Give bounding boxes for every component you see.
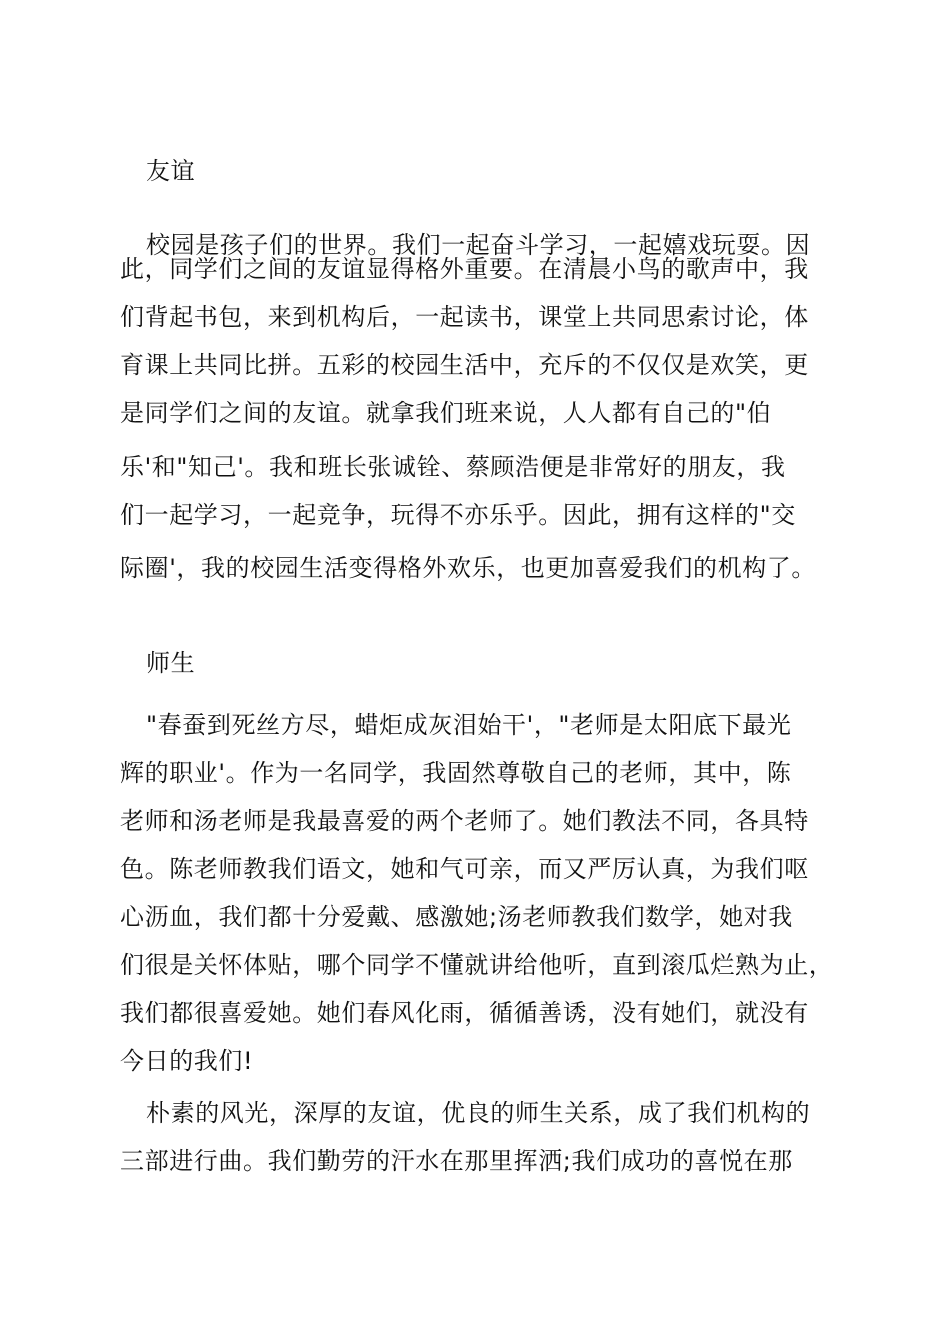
paragraph-line: 们很是关怀体贴，哪个同学不懂就讲给他听，直到滚瓜烂熟为止，	[120, 951, 834, 979]
paragraph-line: 是同学们之间的友谊。就拿我们班来说，人人都有自己的"伯	[120, 399, 772, 427]
paragraph-line: 们背起书包，来到机构后，一起读书，课堂上共同思索讨论，体	[120, 303, 809, 331]
paragraph-line: 心沥血，我们都十分爱戴、感激她;汤老师教我们数学，她对我	[120, 903, 793, 931]
paragraph-line: 们一起学习，一起竞争，玩得不亦乐乎。因此，拥有这样的"交	[120, 501, 796, 529]
paragraph-line: 此，同学们之间的友谊显得格外重要。在清晨小鸟的歌声中，我	[120, 255, 809, 283]
paragraph-line: 今日的我们!	[120, 1047, 254, 1075]
paragraph-line: 我们都很喜爱她。她们春风化雨，循循善诱，没有她们，就没有	[120, 999, 809, 1027]
section-title-teacher-student: 师生	[146, 649, 196, 677]
paragraph-line: 辉的职业'。作为一名同学，我固然尊敬自己的老师，其中，陈	[120, 759, 792, 787]
paragraph-line: 育课上共同比拼。五彩的校园生活中，充斥的不仅仅是欢笑，更	[120, 351, 809, 379]
paragraph-line: 色。陈老师教我们语文，她和气可亲，而又严厉认真，为我们呕	[120, 855, 809, 883]
paragraph-line: 际圈'，我的校园生活变得格外欢乐，也更加喜爱我们的机构了。	[120, 554, 816, 582]
paragraph-line: 校园是孩子们的世界。我们一起奋斗学习，一起嬉戏玩耍。因	[146, 231, 811, 259]
paragraph-line: 乐'和"知己'。我和班长张诚铨、蔡顾浩便是非常好的朋友，我	[120, 453, 786, 481]
paragraph-line: "春蚕到死丝方尽，蜡炬成灰泪始干'，"老师是太阳底下最光	[146, 711, 792, 739]
paragraph-line: 三部进行曲。我们勤劳的汗水在那里挥洒;我们成功的喜悦在那	[120, 1147, 793, 1175]
paragraph-line: 朴素的风光，深厚的友谊，优良的师生关系，成了我们机构的	[146, 1099, 811, 1127]
section-title-friendship: 友谊	[146, 157, 196, 185]
paragraph-line: 老师和汤老师是我最喜爱的两个老师了。她们教法不同，各具特	[120, 807, 809, 835]
